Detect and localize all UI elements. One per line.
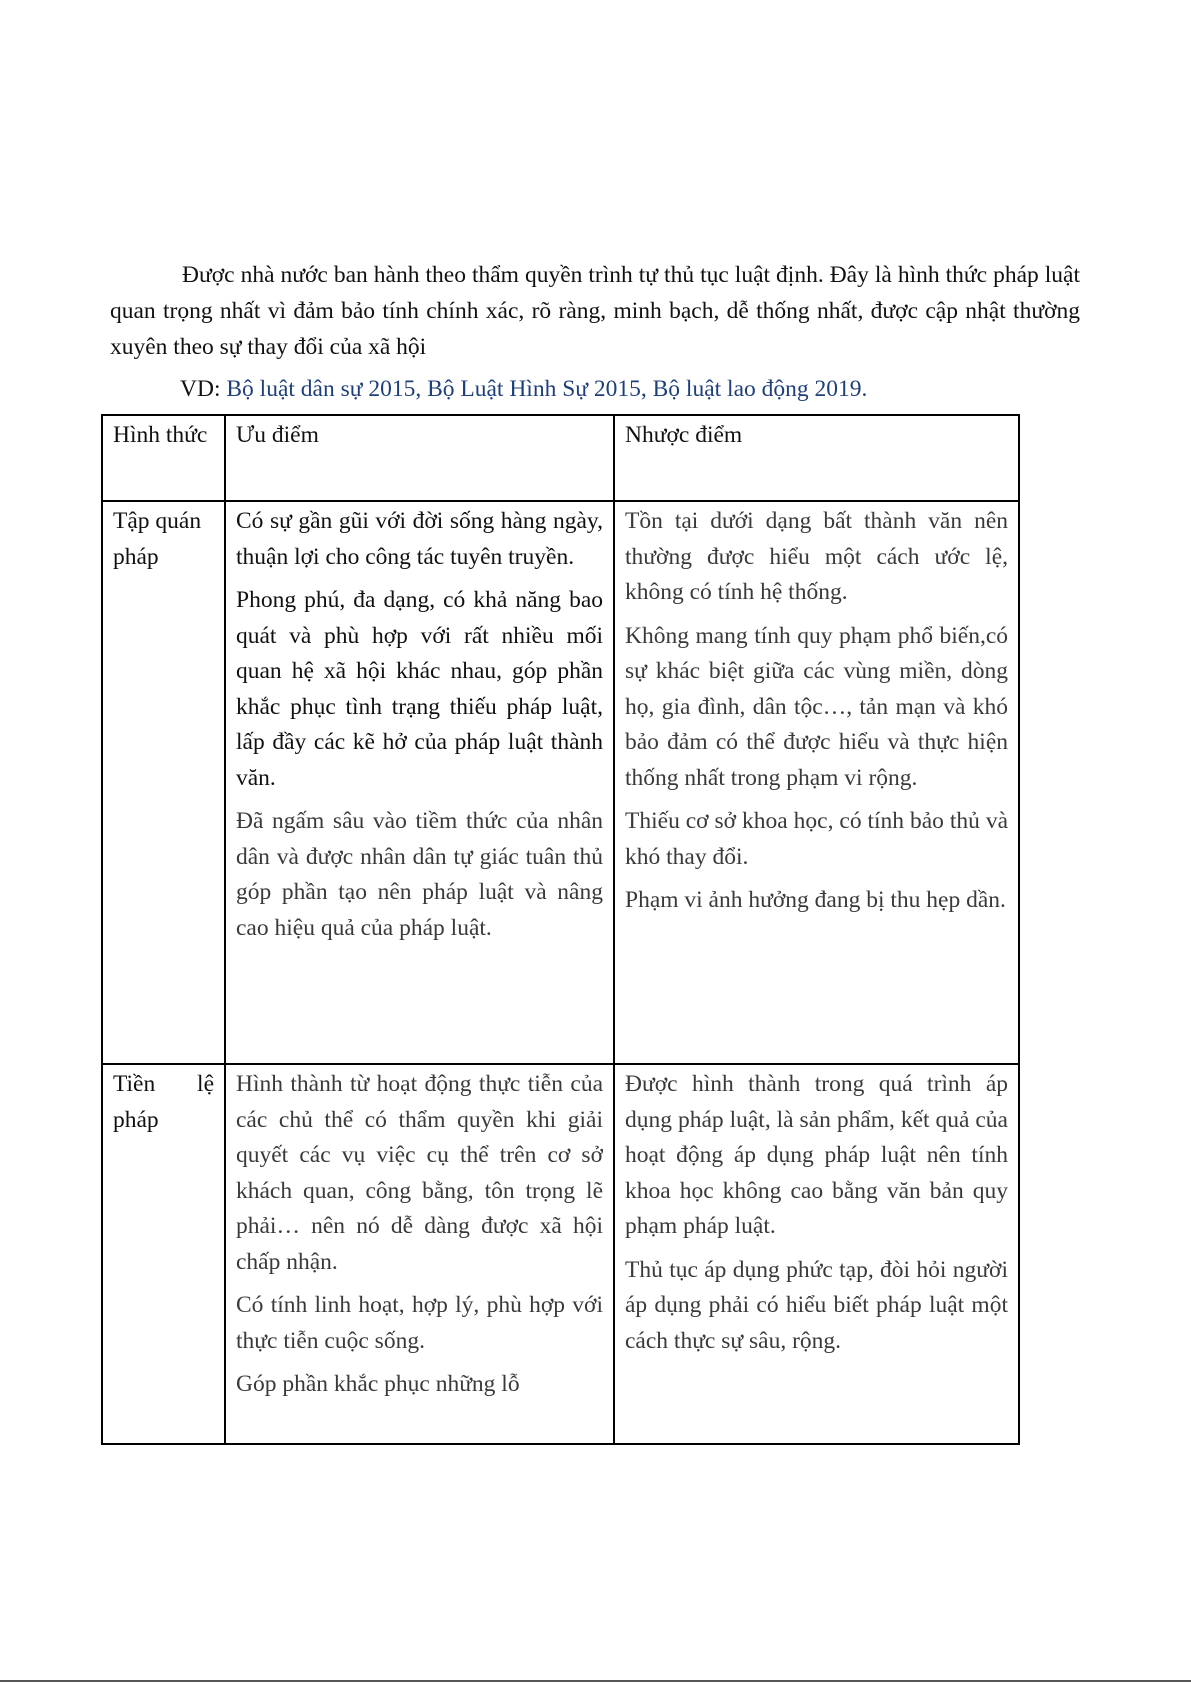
- advantage-item: Phong phú, đa dạng, có khả năng bao quát và phù hợp với rất nhiều mối quan hệ xã hội khác nhau, góp phần khắc phục tình trạng thiếu pháp luật, lấp đầy các kẽ hở của pháp luật thành văn.: [236, 587, 603, 791]
- page-bottom-divider: [0, 1680, 1191, 1682]
- disadvantage-item: Phạm vi ảnh hưởng đang bị thu hẹp dần.: [625, 887, 1006, 913]
- header-advantages: Ưu điểm: [225, 415, 614, 501]
- disadvantage-item: Tồn tại dưới dạng bất thành văn nên thường được hiểu một cách ước lệ, không có tính hệ thống.: [625, 508, 1008, 605]
- advantages-clip: [236, 1067, 603, 1435]
- form-cell: [102, 1064, 225, 1444]
- form-label: Tiền lệ pháp: [113, 1071, 214, 1133]
- table-row: [102, 1064, 1019, 1444]
- advantage-item: Có tính linh hoạt, hợp lý, phù hợp với thực tiễn cuộc sống.: [236, 1292, 603, 1354]
- example-line: [180, 372, 867, 406]
- form-cell: Tập quán pháp: [102, 501, 225, 1064]
- disadvantages-cell: [614, 1064, 1019, 1444]
- advantages-cell: [225, 501, 614, 1064]
- disadvantage-item: Thủ tục áp dụng phức tạp, đòi hỏi người áp dụng phải có hiểu biết pháp luật một cách thực sự sâu, rộng.: [625, 1256, 1008, 1354]
- table-row: [102, 501, 1019, 1064]
- disadvantage-item: Được hình thành trong quá trình áp dụng pháp luật, là sản phẩm, kết quả của hoạt động áp dụng pháp luật nên tính khoa học không cao bằng văn bản quy phạm pháp luật.: [625, 1071, 1008, 1239]
- intro-paragraph: Được nhà nước ban hành theo thẩm quyền trình tự thủ tục luật định. Đây là hình thức pháp luật quan trọng nhất vì đảm bảo tính chính xác, rõ ràng, minh bạch, dễ thống nhất, được cập nhật thường xuyên theo sự thay đổi của xã hội: [110, 262, 1080, 360]
- header-form: Hình thức: [102, 415, 225, 501]
- disadvantages-cell: [614, 501, 1019, 1064]
- disadvantage-item: Không mang tính quy phạm phổ biến,có sự khác biệt giữa các vùng miền, dòng họ, gia đình, dân tộc…, tản mạn và khó bảo đảm có thể được hiểu và thực hiện thống nhất trong phạm vi rộng.: [625, 622, 1008, 791]
- example-prefix: VD:: [180, 376, 227, 402]
- example-laws: Bộ luật dân sự 2015, Bộ Luật Hình Sự 2015, Bộ luật lao động 2019.: [226, 376, 868, 402]
- disadvantages-clip: [625, 1067, 1008, 1435]
- advantages-cell: [225, 1064, 614, 1444]
- advantage-item: Góp phần khắc phục những lỗ: [236, 1371, 520, 1397]
- advantage-item: Có sự gần gũi với đời sống hàng ngày, thuận lợi cho công tác tuyên truyền.: [236, 508, 603, 570]
- comparison-table: [101, 414, 1020, 1445]
- disadvantage-item: Thiếu cơ sở khoa học, có tính bảo thủ và khó thay đổi.: [625, 808, 1008, 870]
- table-header-row: [102, 415, 1019, 501]
- header-disadvantages: Nhược điểm: [614, 415, 1019, 501]
- advantage-item: Hình thành từ hoạt động thực tiễn của các chủ thể có thẩm quyền khi giải quyết các vụ việc cụ thể trên cơ sở khách quan, công bằng, tôn trọng lẽ phải… nên nó dễ dàng được xã hội chấp nhận.: [236, 1071, 603, 1275]
- advantage-item: Đã ngấm sâu vào tiềm thức của nhân dân và được nhân dân tự giác tuân thủ góp phần tạo nên pháp luật và nâng cao hiệu quả của pháp luật.: [236, 808, 603, 941]
